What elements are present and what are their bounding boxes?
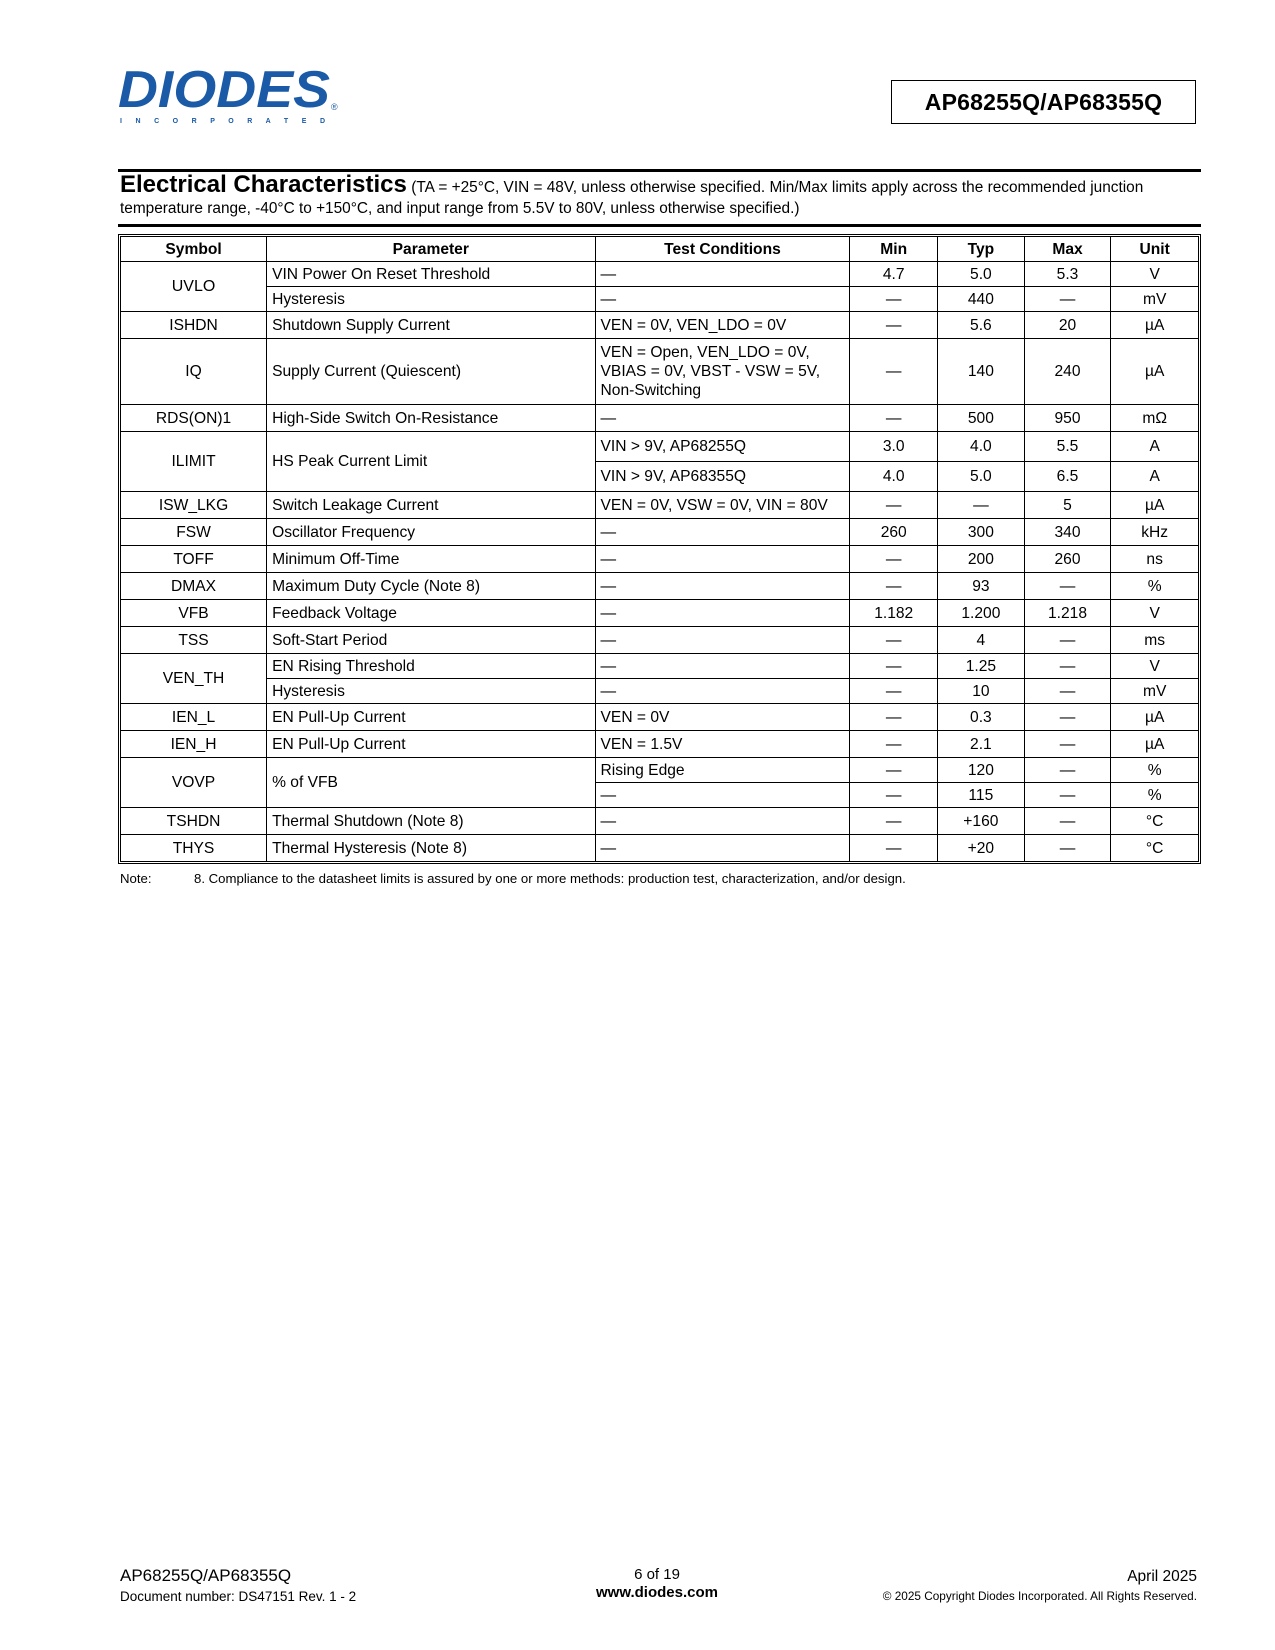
max-cell: 5	[1025, 492, 1112, 519]
max-cell: 5.5	[1025, 432, 1112, 462]
parameter-cell: Switch Leakage Current	[267, 492, 595, 519]
test-cell: —	[596, 405, 851, 432]
column-header: Test Conditions	[596, 237, 851, 262]
test-cell: —	[596, 573, 851, 600]
table-row	[121, 679, 1198, 704]
test-cell: —	[596, 600, 851, 627]
symbol-cell: VFB	[121, 600, 267, 627]
unit-cell: mΩ	[1111, 405, 1198, 432]
typ-cell: +20	[938, 835, 1025, 861]
max-cell: 340	[1025, 519, 1112, 546]
table-row	[121, 600, 1198, 627]
section-title: Electrical Characteristics	[120, 171, 407, 198]
table-row	[121, 287, 1198, 312]
symbol-cell: TOFF	[121, 546, 267, 573]
unit-cell: V	[1111, 654, 1198, 679]
header-part-number: AP68255Q/AP68355Q	[891, 80, 1196, 124]
footer-document-number: Document number: DS47151 Rev. 1 - 2	[120, 1589, 357, 1604]
unit-cell: V	[1111, 262, 1198, 287]
min-cell: —	[850, 492, 938, 519]
logo-registered: ®	[331, 102, 338, 112]
table-row	[121, 432, 1198, 462]
typ-cell: 4	[938, 627, 1025, 654]
parameter-cell: EN Pull-Up Current	[267, 731, 595, 758]
parameter-cell: EN Rising Threshold	[267, 654, 595, 679]
min-cell: —	[850, 808, 938, 835]
unit-cell: %	[1111, 573, 1198, 600]
table-row	[121, 519, 1198, 546]
test-cell: Rising Edge	[596, 758, 851, 783]
page-number: 6 of 19	[634, 1566, 680, 1583]
test-cell: —	[596, 808, 851, 835]
test-cell: —	[596, 627, 851, 654]
table-row	[121, 573, 1198, 600]
table-row	[121, 704, 1198, 731]
diodes-logo	[118, 66, 340, 126]
typ-cell: 5.0	[938, 262, 1025, 287]
section-heading	[120, 171, 1200, 219]
footer-date: April 2025	[1127, 1568, 1197, 1585]
parameter-cell: Hysteresis	[267, 287, 595, 312]
max-cell: —	[1025, 835, 1112, 861]
footer-part-number: AP68255Q/AP68355Q	[120, 1566, 292, 1585]
symbol-cell: ISW_LKG	[121, 492, 267, 519]
parameter-cell: VIN Power On Reset Threshold	[267, 262, 595, 287]
test-cell: VEN = 0V, VSW = 0V, VIN = 80V	[596, 492, 851, 519]
note-text: 8. Compliance to the datasheet limits is assured by one or more methods: production test, characterization, and/or design.	[194, 871, 906, 886]
unit-cell: µA	[1111, 312, 1198, 339]
parameter-cell: High-Side Switch On-Resistance	[267, 405, 595, 432]
test-cell: —	[596, 262, 851, 287]
table-row	[121, 546, 1198, 573]
max-cell: —	[1025, 627, 1112, 654]
section-rule-bottom	[118, 224, 1201, 227]
symbol-cell: VEN_TH	[121, 654, 267, 704]
test-cell: VEN = 0V, VEN_LDO = 0V	[596, 312, 851, 339]
max-cell: —	[1025, 808, 1112, 835]
min-cell: —	[850, 573, 938, 600]
section-conditions: (TA = +25°C, VIN = 48V, unless otherwise specified. Min/Max limits apply across the recommended junction temperature range, -40°C to +150°C, and input range from 5.5V to 80V, unless otherwise specified.)	[120, 179, 1144, 217]
typ-cell: 115	[938, 783, 1025, 808]
symbol-cell: RDS(ON)1	[121, 405, 267, 432]
table-row	[121, 405, 1198, 432]
note-label: Note:	[120, 871, 152, 886]
max-cell: —	[1025, 654, 1112, 679]
max-cell: —	[1025, 287, 1112, 312]
column-header: Unit	[1111, 237, 1198, 262]
symbol-cell: DMAX	[121, 573, 267, 600]
footer-website-link[interactable]: www.diodes.com	[596, 1584, 718, 1601]
footer-copyright: © 2025 Copyright Diodes Incorporated. All Rights Reserved.	[882, 1589, 1197, 1603]
test-cell: VIN > 9V, AP68355Q	[596, 462, 851, 492]
max-cell: —	[1025, 783, 1112, 808]
table-note	[120, 871, 906, 886]
test-cell: —	[596, 519, 851, 546]
test-cell: VEN = 1.5V	[596, 731, 851, 758]
parameter-cell: Maximum Duty Cycle (Note 8)	[267, 573, 595, 600]
symbol-cell: UVLO	[121, 262, 267, 312]
min-cell: 3.0	[850, 432, 938, 462]
typ-cell: 1.200	[938, 600, 1025, 627]
table-row	[121, 339, 1198, 405]
typ-cell: 140	[938, 339, 1025, 405]
max-cell: 1.218	[1025, 600, 1112, 627]
typ-cell: 10	[938, 679, 1025, 704]
test-cell: VIN > 9V, AP68255Q	[596, 432, 851, 462]
typ-cell: 5.0	[938, 462, 1025, 492]
unit-cell: °C	[1145, 839, 1164, 857]
unit-cell: %	[1111, 783, 1198, 808]
min-cell: —	[850, 758, 938, 783]
parameter-cell: Soft-Start Period	[267, 627, 595, 654]
min-cell: 1.182	[850, 600, 938, 627]
unit-cell: °C	[1111, 808, 1198, 835]
table-row	[121, 492, 1198, 519]
typ-cell: 300	[938, 519, 1025, 546]
max-cell: 5.3	[1025, 262, 1112, 287]
max-cell: —	[1025, 731, 1112, 758]
symbol-cell: IQ	[121, 339, 267, 405]
parameter-cell: % of VFB	[267, 758, 595, 808]
logo-wordmark: DIODES	[118, 66, 331, 119]
typ-cell: 5.6	[938, 312, 1025, 339]
test-cell: —	[596, 654, 851, 679]
min-cell: —	[850, 405, 938, 432]
footer-center	[537, 1566, 777, 1601]
max-cell: —	[1025, 704, 1112, 731]
max-cell: 950	[1025, 405, 1112, 432]
typ-cell: 0.3	[938, 704, 1025, 731]
electrical-characteristics-table	[118, 234, 1201, 864]
test-cell: VEN = Open, VEN_LDO = 0V, VBIAS = 0V, VBST - VSW = 5V, Non-Switching	[596, 339, 851, 405]
symbol-cell: IEN_L	[121, 704, 267, 731]
min-cell: 4.7	[850, 262, 938, 287]
unit-cell: V	[1111, 600, 1198, 627]
unit-cell: %	[1111, 758, 1198, 783]
test-cell: —	[596, 835, 851, 861]
table-row	[121, 654, 1198, 679]
min-cell: —	[850, 627, 938, 654]
typ-cell: 4.0	[938, 432, 1025, 462]
min-cell: —	[850, 654, 938, 679]
unit-cell: ns	[1111, 546, 1198, 573]
typ-cell: 120	[938, 758, 1025, 783]
parameter-cell: Supply Current (Quiescent)	[267, 339, 595, 405]
table-row	[121, 808, 1198, 835]
unit-cell: ms	[1111, 627, 1198, 654]
symbol-cell: ISHDN	[121, 312, 267, 339]
min-cell: —	[850, 704, 938, 731]
symbol-cell: ILIMIT	[121, 432, 267, 492]
unit-cell: µA	[1111, 339, 1198, 405]
min-cell: —	[850, 783, 938, 808]
min-cell: —	[850, 287, 938, 312]
typ-cell: 1.25	[938, 654, 1025, 679]
max-cell: 6.5	[1025, 462, 1112, 492]
typ-cell: —	[938, 492, 1025, 519]
symbol-cell: TSHDN	[121, 808, 267, 835]
unit-cell: µA	[1111, 492, 1198, 519]
max-cell: —	[1025, 573, 1112, 600]
unit-cell: mV	[1111, 287, 1198, 312]
table-row	[121, 835, 1198, 861]
test-cell: —	[596, 783, 851, 808]
symbol-cell: FSW	[121, 519, 267, 546]
parameter-cell: EN Pull-Up Current	[267, 704, 595, 731]
unit-cell: kHz	[1111, 519, 1198, 546]
column-header: Parameter	[267, 237, 595, 262]
symbol-cell: TSS	[121, 627, 267, 654]
table-header-row	[121, 237, 1198, 262]
typ-cell: 200	[938, 546, 1025, 573]
parameter-cell: Thermal Shutdown (Note 8)	[267, 808, 595, 835]
min-cell: 260	[850, 519, 938, 546]
min-cell: —	[850, 339, 938, 405]
test-cell: VEN = 0V	[596, 704, 851, 731]
parameter-cell: Thermal Hysteresis (Note 8)	[267, 835, 595, 861]
unit-cell: mV	[1111, 679, 1198, 704]
unit-cell: µA	[1111, 731, 1198, 758]
min-cell: —	[850, 312, 938, 339]
parameter-cell: HS Peak Current Limit	[267, 432, 595, 492]
column-header: Symbol	[121, 237, 267, 262]
symbol-cell: IEN_H	[121, 731, 267, 758]
unit-cell: A	[1111, 432, 1198, 462]
column-header: Max	[1025, 237, 1112, 262]
parameter-cell: Minimum Off-Time	[267, 546, 595, 573]
min-cell: —	[850, 546, 938, 573]
table-row	[121, 312, 1198, 339]
max-cell: —	[1025, 758, 1112, 783]
test-cell: —	[596, 546, 851, 573]
test-cell: —	[596, 679, 851, 704]
unit-cell: µA	[1111, 704, 1198, 731]
column-header: Typ	[938, 237, 1025, 262]
table-row	[121, 262, 1198, 287]
min-cell: —	[850, 835, 938, 861]
footer-left	[120, 1566, 356, 1604]
min-cell: 4.0	[850, 462, 938, 492]
unit-cell: A	[1111, 462, 1198, 492]
table-row	[121, 758, 1198, 783]
min-cell: —	[850, 679, 938, 704]
table-row	[121, 627, 1198, 654]
test-cell: —	[596, 287, 851, 312]
table-row	[121, 731, 1198, 758]
max-cell: —	[1025, 679, 1112, 704]
max-cell: 260	[1025, 546, 1112, 573]
typ-cell: 500	[938, 405, 1025, 432]
typ-cell: 93	[938, 573, 1025, 600]
symbol-cell: VOVP	[121, 758, 267, 808]
parameter-cell: Oscillator Frequency	[267, 519, 595, 546]
parameter-cell: Shutdown Supply Current	[267, 312, 595, 339]
parameter-cell: Hysteresis	[267, 679, 595, 704]
typ-cell: +160	[938, 808, 1025, 835]
parameter-cell: Feedback Voltage	[267, 600, 595, 627]
column-header: Min	[850, 237, 938, 262]
min-cell: —	[850, 731, 938, 758]
footer-right	[883, 1568, 1197, 1603]
typ-cell: 2.1	[938, 731, 1025, 758]
max-cell: 240	[1025, 339, 1112, 405]
logo-subtext: I N C O R P O R A T E D	[120, 118, 326, 125]
max-cell: 20	[1025, 312, 1112, 339]
typ-cell: 440	[938, 287, 1025, 312]
symbol-cell: THYS	[121, 835, 267, 861]
